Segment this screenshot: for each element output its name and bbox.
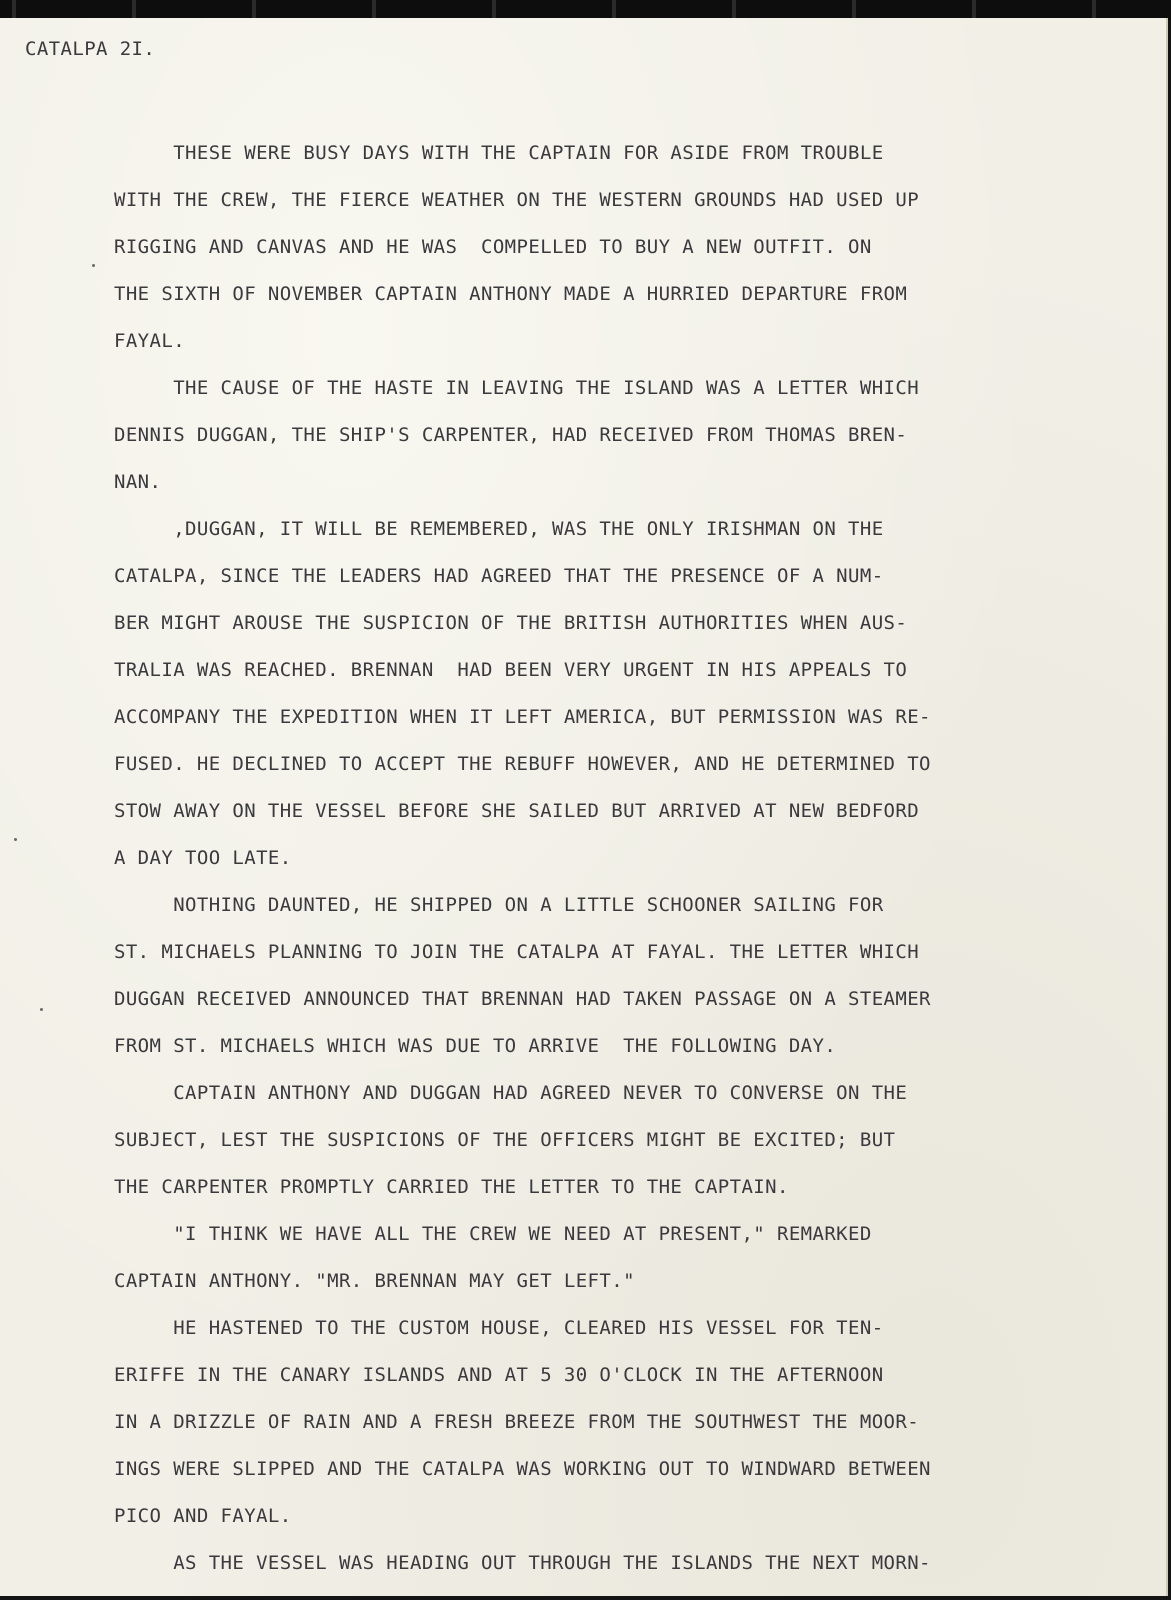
text-line: SUBJECT, LEST THE SUSPICIONS OF THE OFFICERS MIGHT BE EXCITED; BUT xyxy=(114,1129,896,1151)
page-body xyxy=(114,130,931,1587)
text-line: THESE WERE BUSY DAYS WITH THE CAPTAIN FOR ASIDE FROM TROUBLE xyxy=(114,142,884,164)
paper-speck xyxy=(40,1008,43,1011)
paper-speck xyxy=(92,264,95,267)
text-line: RIGGING AND CANVAS AND HE WAS COMPELLED TO BUY A NEW OUTFIT. ON xyxy=(114,236,872,258)
text-line: NAN. xyxy=(114,471,162,493)
text-line: FUSED. HE DECLINED TO ACCEPT THE REBUFF HOWEVER, AND HE DETERMINED TO xyxy=(114,753,931,775)
text-line: TRALIA WAS REACHED. BRENNAN HAD BEEN VERY URGENT IN HIS APPEALS TO xyxy=(114,659,908,681)
text-line: BER MIGHT AROUSE THE SUSPICION OF THE BRITISH AUTHORITIES WHEN AUS- xyxy=(114,612,908,634)
text-line: ACCOMPANY THE EXPEDITION WHEN IT LEFT AMERICA, BUT PERMISSION WAS RE- xyxy=(114,706,931,728)
text-line: AS THE VESSEL WAS HEADING OUT THROUGH THE ISLANDS THE NEXT MORN- xyxy=(114,1552,931,1574)
text-line: THE CARPENTER PROMPTLY CARRIED THE LETTER TO THE CAPTAIN. xyxy=(114,1176,789,1198)
text-line: IN A DRIZZLE OF RAIN AND A FRESH BREEZE FROM THE SOUTHWEST THE MOOR- xyxy=(114,1411,920,1433)
text-line: STOW AWAY ON THE VESSEL BEFORE SHE SAILED BUT ARRIVED AT NEW BEDFORD xyxy=(114,800,920,822)
text-line: ST. MICHAELS PLANNING TO JOIN THE CATALPA AT FAYAL. THE LETTER WHICH xyxy=(114,941,920,963)
text-line: FAYAL. xyxy=(114,330,186,352)
text-line: "I THINK WE HAVE ALL THE CREW WE NEED AT PRESENT," REMARKED xyxy=(114,1223,872,1245)
text-line: DUGGAN RECEIVED ANNOUNCED THAT BRENNAN HAD TAKEN PASSAGE ON A STEAMER xyxy=(114,988,931,1010)
text-line: ERIFFE IN THE CANARY ISLANDS AND AT 5 30 O'CLOCK IN THE AFTERNOON xyxy=(114,1364,884,1386)
text-line: ,DUGGAN, IT WILL BE REMEMBERED, WAS THE ONLY IRISHMAN ON THE xyxy=(114,518,884,540)
text-line: A DAY TOO LATE. xyxy=(114,847,292,869)
text-line: THE SIXTH OF NOVEMBER CAPTAIN ANTHONY MADE A HURRIED DEPARTURE FROM xyxy=(114,283,908,305)
text-line: CAPTAIN ANTHONY AND DUGGAN HAD AGREED NEVER TO CONVERSE ON THE xyxy=(114,1082,908,1104)
typewritten-page xyxy=(0,18,1168,1596)
text-line: WITH THE CREW, THE FIERCE WEATHER ON THE WESTERN GROUNDS HAD USED UP xyxy=(114,189,920,211)
text-line: HE HASTENED TO THE CUSTOM HOUSE, CLEARED HIS VESSEL FOR TEN- xyxy=(114,1317,884,1339)
page-header: CATALPA 2I. xyxy=(25,38,156,60)
paper-speck xyxy=(14,838,17,841)
text-line: CAPTAIN ANTHONY. "MR. BRENNAN MAY GET LEFT." xyxy=(114,1270,635,1292)
text-line: THE CAUSE OF THE HASTE IN LEAVING THE ISLAND WAS A LETTER WHICH xyxy=(114,377,920,399)
scanner-edge xyxy=(0,0,1171,20)
text-line: NOTHING DAUNTED, HE SHIPPED ON A LITTLE SCHOONER SAILING FOR xyxy=(114,894,884,916)
text-line: INGS WERE SLIPPED AND THE CATALPA WAS WORKING OUT TO WINDWARD BETWEEN xyxy=(114,1458,931,1480)
text-line: PICO AND FAYAL. xyxy=(114,1505,292,1527)
text-line: FROM ST. MICHAELS WHICH WAS DUE TO ARRIVE THE FOLLOWING DAY. xyxy=(114,1035,837,1057)
text-line: DENNIS DUGGAN, THE SHIP'S CARPENTER, HAD RECEIVED FROM THOMAS BREN- xyxy=(114,424,908,446)
text-line: CATALPA, SINCE THE LEADERS HAD AGREED THAT THE PRESENCE OF A NUM- xyxy=(114,565,884,587)
